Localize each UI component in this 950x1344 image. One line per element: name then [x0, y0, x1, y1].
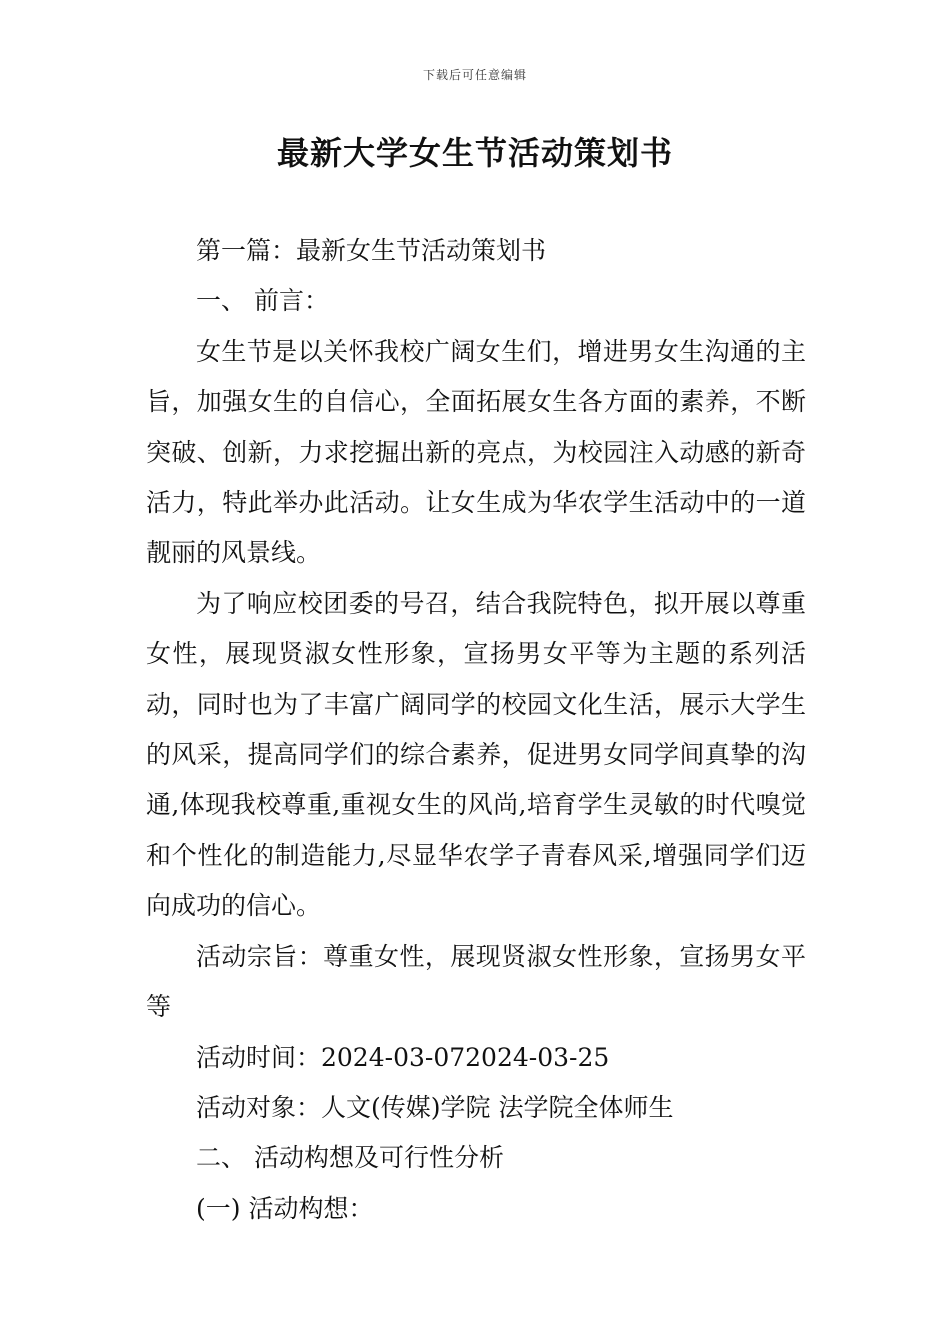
section-heading: 第一篇：最新女生节活动策划书 [196, 236, 547, 265]
section-heading: 一、 前言： [196, 286, 329, 316]
body-paragraph: 女生节是以关怀我校广阔女生们，增进男女生沟通的主旨，加强女生的自信心，全面拓展女生各方面的素养，不断突破、创新，力求挖掘出新的亮点，为校园注入动感的新奇活力，特此举办此活动。让女生成为华农学生活动中的一道靓丽的风景线。 [146, 336, 806, 568]
document-body [146, 226, 806, 1234]
body-paragraph: 活动对象：人文(传媒)学院 法学院全体师生 [196, 1092, 674, 1122]
header-note: 下载后可任意编辑 [422, 68, 527, 82]
section-heading: 二、 活动构想及可行性分析 [196, 1143, 504, 1173]
body-paragraph: 活动宗旨：尊重女性，展现贤淑女性形象，宣扬男女平等 [146, 941, 806, 1022]
body-paragraph: 为了响应校团委的号召，结合我院特色，拟开展以尊重女性，展现贤淑女性形象，宣扬男女平等为主题的系列活动，同时也为了丰富广阔同学的校园文化生活，展示大学生的风采，提高同学们的综合素养，促进男女同学间真挚的沟通,体现我校尊重,重视女生的风尚,培育学生灵敏的时代嗅觉和个性化的制造能力,尽显华农学子青春风采,增强同学们迈向成功的信心。 [146, 588, 806, 921]
document-title: 最新大学女生节活动策划书 [276, 134, 673, 172]
section-heading: (一) 活动构想： [196, 1193, 374, 1223]
body-paragraph: 活动时间：2024-03-072024-03-25 [196, 1042, 610, 1072]
